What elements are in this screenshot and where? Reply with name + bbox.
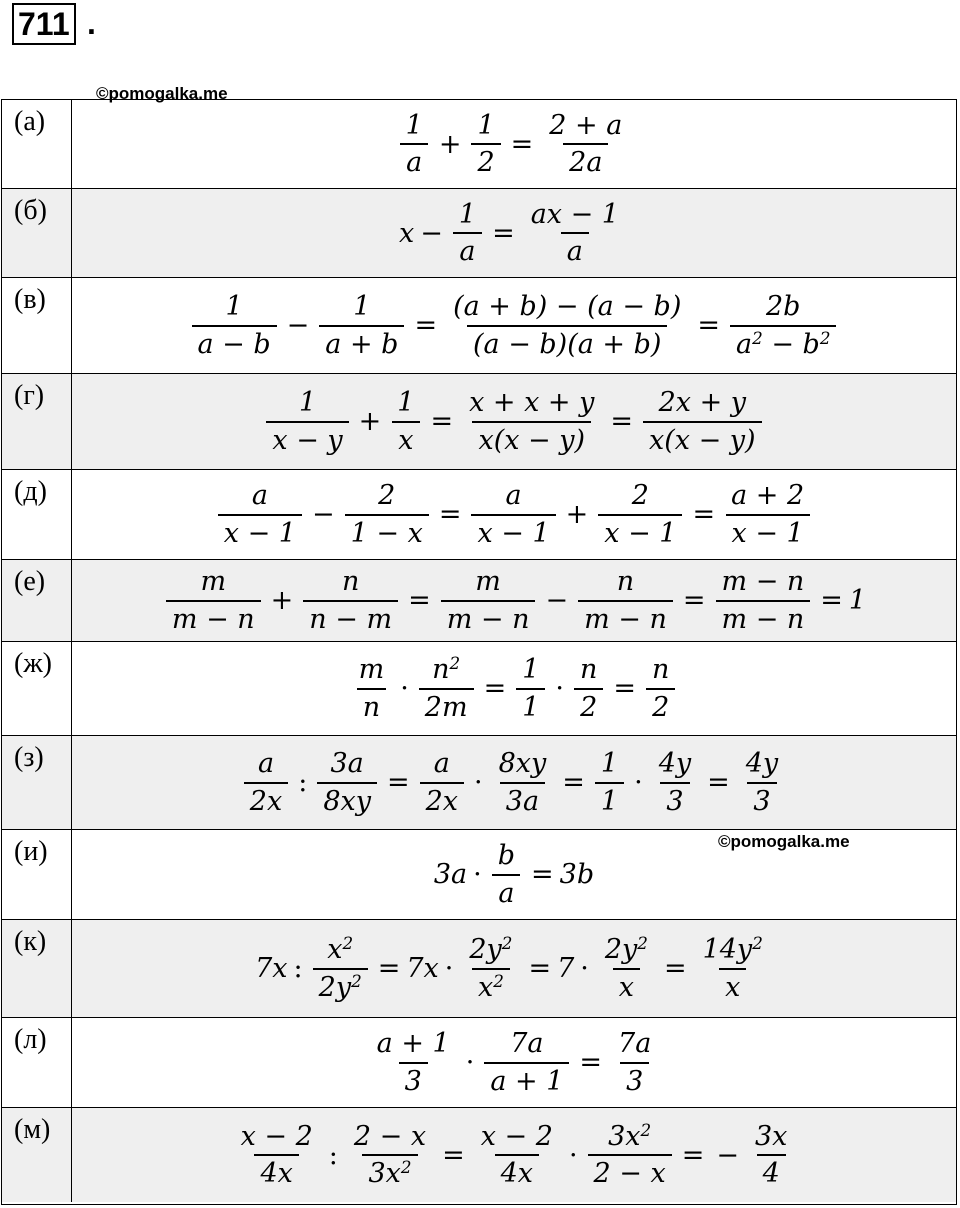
fraction bbox=[441, 566, 536, 634]
operator: = bbox=[682, 585, 706, 616]
numerator: a bbox=[433, 748, 450, 780]
equation bbox=[399, 199, 629, 267]
equation-cell bbox=[72, 560, 956, 641]
denominator: 4x bbox=[254, 1154, 298, 1189]
denominator: x bbox=[392, 421, 419, 456]
row-label: (з) bbox=[2, 736, 72, 829]
operator: : bbox=[293, 953, 303, 984]
equation-cell bbox=[72, 470, 956, 559]
fraction bbox=[475, 1121, 559, 1189]
denominator: n bbox=[357, 688, 386, 723]
denominator: 3 bbox=[620, 1062, 649, 1097]
numerator: 1 bbox=[298, 387, 317, 419]
numerator: x − 2 bbox=[240, 1120, 313, 1152]
operator: = bbox=[531, 859, 554, 890]
fraction bbox=[492, 840, 521, 908]
equation bbox=[162, 566, 866, 634]
denominator: 3 bbox=[660, 782, 689, 817]
fraction bbox=[353, 654, 391, 722]
operator: = bbox=[707, 767, 730, 798]
fraction bbox=[716, 566, 811, 634]
operator: = bbox=[510, 128, 534, 160]
denominator: 2 bbox=[471, 143, 500, 178]
fraction bbox=[493, 748, 553, 816]
numerator: 2 bbox=[378, 480, 396, 512]
numerator: (a + b) − (a − b) bbox=[453, 291, 682, 323]
operator: + bbox=[438, 128, 462, 160]
operator: = bbox=[579, 1047, 603, 1078]
numerator: a + 1 bbox=[376, 1028, 450, 1060]
numerator: $x^2$ bbox=[327, 933, 354, 966]
row-label: (ж) bbox=[2, 642, 72, 735]
operator: = bbox=[613, 673, 636, 704]
denominator: 1 bbox=[516, 688, 545, 723]
operator: − bbox=[286, 310, 310, 341]
operator: = bbox=[430, 406, 454, 437]
fraction bbox=[749, 1121, 793, 1189]
numerator: 1 bbox=[600, 748, 619, 780]
watermark: ©pomogalka.me bbox=[718, 832, 850, 851]
numerator: 1 bbox=[225, 291, 243, 323]
term: x bbox=[399, 217, 415, 249]
operator: = bbox=[442, 1139, 465, 1171]
numerator: 7a bbox=[510, 1028, 544, 1060]
numerator: 2b bbox=[766, 291, 801, 323]
numerator: ax − 1 bbox=[530, 198, 619, 230]
operator: · bbox=[580, 953, 589, 984]
fraction bbox=[588, 1121, 672, 1189]
denominator: m − n bbox=[441, 600, 536, 635]
fraction bbox=[420, 748, 464, 816]
operator: · bbox=[568, 1139, 578, 1171]
table-row bbox=[2, 642, 956, 736]
table-row bbox=[2, 374, 956, 470]
operator: = bbox=[492, 217, 515, 249]
row-label: (д) bbox=[2, 470, 72, 559]
fraction bbox=[244, 748, 288, 816]
numerator: n bbox=[579, 654, 598, 686]
watermark: ©pomogalka.me bbox=[96, 84, 228, 103]
row-label: (л) bbox=[2, 1018, 72, 1107]
numerator: 7a bbox=[618, 1028, 652, 1060]
numerator: 1 bbox=[405, 109, 423, 141]
fraction bbox=[730, 291, 837, 359]
numerator: $2y^2$ bbox=[469, 933, 513, 966]
fraction bbox=[400, 110, 429, 178]
equation-cell bbox=[72, 189, 956, 277]
problem-number-dot: . bbox=[87, 5, 96, 41]
numerator: 1 bbox=[397, 387, 415, 419]
numerator: 1 bbox=[522, 654, 540, 686]
equation-cell bbox=[72, 100, 956, 188]
term: 3b bbox=[559, 859, 595, 890]
fraction bbox=[574, 654, 603, 722]
fraction bbox=[463, 934, 518, 1002]
denominator: $2y^2$ bbox=[313, 968, 368, 1003]
table-row bbox=[2, 1108, 956, 1202]
fraction bbox=[345, 480, 429, 548]
row-label: (в) bbox=[2, 278, 72, 373]
denominator: x(x − y) bbox=[472, 421, 591, 456]
numerator: m − n bbox=[721, 566, 805, 598]
denominator: 2a bbox=[563, 143, 608, 178]
denominator: a + 1 bbox=[484, 1062, 569, 1097]
term: 3a bbox=[433, 859, 468, 890]
denominator: 2m bbox=[419, 688, 474, 723]
fraction bbox=[463, 387, 600, 455]
fraction bbox=[525, 199, 625, 267]
operator: = bbox=[562, 767, 585, 798]
operator: = bbox=[483, 673, 507, 704]
fraction bbox=[348, 1121, 432, 1189]
denominator: x − 1 bbox=[598, 514, 682, 549]
denominator: x − y bbox=[266, 421, 348, 456]
row-label: (к) bbox=[2, 920, 72, 1017]
operator: = bbox=[663, 953, 687, 984]
operator: + bbox=[358, 406, 382, 437]
equation-cell bbox=[72, 920, 956, 1017]
fraction bbox=[653, 748, 697, 816]
equation bbox=[214, 480, 814, 548]
equation bbox=[349, 654, 680, 722]
numerator: $14y^2$ bbox=[702, 933, 763, 966]
denominator: m − n bbox=[716, 600, 811, 635]
operator: = bbox=[414, 310, 438, 341]
fraction bbox=[166, 566, 261, 634]
fraction bbox=[303, 566, 398, 634]
numerator: a bbox=[257, 748, 275, 780]
fraction bbox=[725, 480, 810, 548]
row-label: (а) bbox=[2, 100, 72, 188]
fraction bbox=[471, 110, 500, 178]
numerator: x + x + y bbox=[469, 387, 595, 419]
operator: · bbox=[465, 1047, 475, 1078]
denominator: x − 1 bbox=[726, 514, 810, 549]
operator: = bbox=[820, 585, 843, 616]
denominator: 2x bbox=[420, 782, 464, 817]
numerator: 2 bbox=[631, 480, 649, 512]
table-row bbox=[2, 560, 956, 642]
denominator: a − b bbox=[192, 325, 277, 360]
table-row bbox=[2, 278, 956, 374]
denominator: 2 bbox=[574, 688, 603, 723]
table-row bbox=[2, 100, 956, 189]
operator: = bbox=[681, 1139, 705, 1171]
numerator: x − 2 bbox=[480, 1120, 553, 1152]
operator: : bbox=[328, 1139, 338, 1171]
denominator: x(x − y) bbox=[643, 421, 762, 456]
numerator: m bbox=[358, 654, 385, 686]
denominator: 3 bbox=[747, 782, 776, 817]
fraction bbox=[599, 934, 654, 1002]
operator: · bbox=[444, 953, 454, 984]
fraction bbox=[317, 748, 377, 816]
term: 7x bbox=[406, 953, 439, 984]
numerator: $n^2$ bbox=[432, 653, 461, 686]
operator: − bbox=[312, 499, 335, 530]
fraction bbox=[192, 291, 277, 359]
fraction bbox=[595, 748, 624, 816]
operator: = bbox=[386, 767, 410, 798]
denominator: 2 − x bbox=[588, 1154, 672, 1189]
fraction bbox=[447, 291, 687, 359]
numerator: 2 − x bbox=[353, 1120, 427, 1152]
operator: + bbox=[565, 499, 589, 530]
numerator: 1 bbox=[353, 291, 371, 323]
equation-cell bbox=[72, 278, 956, 373]
denominator: m − n bbox=[166, 600, 261, 635]
row-label: (м) bbox=[2, 1108, 72, 1202]
denominator: n − m bbox=[303, 600, 398, 635]
operator: : bbox=[298, 767, 308, 798]
numerator: n bbox=[341, 566, 360, 598]
denominator: a + b bbox=[319, 325, 404, 360]
term: 7x bbox=[255, 953, 288, 984]
numerator: n bbox=[652, 654, 670, 686]
equation bbox=[367, 1028, 662, 1096]
numerator: 4y bbox=[658, 748, 692, 780]
denominator: a bbox=[453, 232, 481, 267]
term: 7 bbox=[557, 953, 575, 984]
fraction bbox=[740, 748, 784, 816]
fraction bbox=[391, 387, 420, 455]
fraction bbox=[371, 1028, 456, 1096]
fraction bbox=[646, 654, 675, 722]
row-label: (е) bbox=[2, 560, 72, 641]
fraction bbox=[484, 1028, 569, 1096]
operator: + bbox=[270, 585, 294, 616]
numerator: a bbox=[505, 480, 522, 512]
denominator: 8xy bbox=[317, 782, 377, 817]
operator: · bbox=[473, 859, 482, 890]
denominator: 4x bbox=[495, 1154, 539, 1189]
denominator: $3x^2$ bbox=[362, 1154, 417, 1189]
fraction bbox=[543, 110, 628, 178]
denominator: $x^2$ bbox=[472, 968, 510, 1003]
table-row bbox=[2, 1018, 956, 1108]
denominator: x bbox=[719, 968, 746, 1003]
row-label: (б) bbox=[2, 189, 72, 277]
denominator: x − 1 bbox=[218, 514, 302, 549]
numerator: n bbox=[616, 566, 635, 598]
equation bbox=[396, 110, 633, 178]
denominator: $a^2 - b^2$ bbox=[730, 325, 837, 360]
fraction bbox=[697, 934, 769, 1002]
operator: · bbox=[400, 673, 409, 704]
numerator: a + 2 bbox=[731, 480, 805, 512]
operator: − bbox=[716, 1139, 739, 1171]
numerator: $2y^2$ bbox=[604, 933, 648, 966]
equation-cell bbox=[72, 374, 956, 469]
solutions-table bbox=[1, 99, 957, 1205]
denominator: 1 bbox=[595, 782, 624, 817]
equation bbox=[255, 934, 773, 1002]
equation-cell bbox=[72, 1018, 956, 1107]
numerator: 3a bbox=[330, 748, 364, 780]
fraction bbox=[612, 1028, 657, 1096]
operator: − bbox=[545, 585, 569, 616]
denominator: x bbox=[613, 968, 640, 1003]
row-label: (г) bbox=[2, 374, 72, 469]
equation bbox=[262, 387, 765, 455]
table-row bbox=[2, 736, 956, 830]
problem-number: 711 bbox=[12, 3, 76, 45]
denominator: 2 bbox=[646, 688, 675, 723]
equation bbox=[240, 748, 788, 816]
numerator: b bbox=[497, 840, 516, 872]
equation-cell bbox=[72, 642, 956, 735]
operator: = bbox=[408, 585, 431, 616]
denominator: 4 bbox=[757, 1154, 786, 1189]
denominator: (a − b)(a + b) bbox=[467, 325, 667, 360]
equation-cell bbox=[72, 736, 956, 829]
denominator: a bbox=[561, 232, 589, 267]
operator: = bbox=[377, 953, 401, 984]
operator: = bbox=[610, 406, 634, 437]
operator: = bbox=[697, 310, 720, 341]
equation bbox=[188, 291, 841, 359]
equation bbox=[434, 840, 594, 908]
numerator: m bbox=[200, 566, 227, 598]
numerator: 1 bbox=[458, 198, 477, 230]
numerator: 1 bbox=[477, 109, 495, 141]
fraction bbox=[516, 654, 545, 722]
denominator: 2x bbox=[244, 782, 288, 817]
equation-cell bbox=[72, 1108, 956, 1202]
fraction bbox=[598, 480, 682, 548]
fraction bbox=[266, 387, 348, 455]
denominator: 3 bbox=[399, 1062, 428, 1097]
term: 1 bbox=[848, 585, 867, 616]
numerator: 2x + y bbox=[658, 387, 747, 419]
fraction bbox=[578, 566, 673, 634]
denominator: a bbox=[400, 143, 428, 178]
operator: · bbox=[555, 673, 564, 704]
numerator: 3x bbox=[754, 1120, 788, 1152]
fraction bbox=[319, 291, 404, 359]
denominator: a bbox=[492, 874, 520, 909]
operator: = bbox=[528, 953, 552, 984]
table-row bbox=[2, 189, 956, 278]
table-row bbox=[2, 920, 956, 1018]
denominator: 3a bbox=[500, 782, 545, 817]
operator: − bbox=[420, 217, 443, 249]
operator: = bbox=[692, 499, 716, 530]
equation bbox=[231, 1121, 798, 1189]
numerator: 8xy bbox=[498, 748, 547, 780]
denominator: m − n bbox=[578, 600, 673, 635]
fraction bbox=[235, 1121, 319, 1189]
fraction bbox=[471, 480, 555, 548]
numerator: 2 + a bbox=[549, 109, 623, 141]
row-label: (и) bbox=[2, 830, 72, 919]
denominator: x − 1 bbox=[471, 514, 555, 549]
numerator: a bbox=[251, 480, 268, 512]
operator: · bbox=[474, 767, 483, 798]
operator: = bbox=[438, 499, 462, 530]
fraction bbox=[419, 654, 474, 722]
numerator: $3x^2$ bbox=[608, 1119, 652, 1152]
table-row bbox=[2, 470, 956, 560]
denominator: 1 − x bbox=[345, 514, 429, 549]
fraction bbox=[313, 934, 368, 1002]
fraction bbox=[643, 387, 762, 455]
operator: · bbox=[634, 767, 643, 798]
fraction bbox=[453, 199, 482, 267]
numerator: 4y bbox=[745, 748, 779, 780]
fraction bbox=[218, 480, 302, 548]
numerator: m bbox=[475, 566, 501, 598]
